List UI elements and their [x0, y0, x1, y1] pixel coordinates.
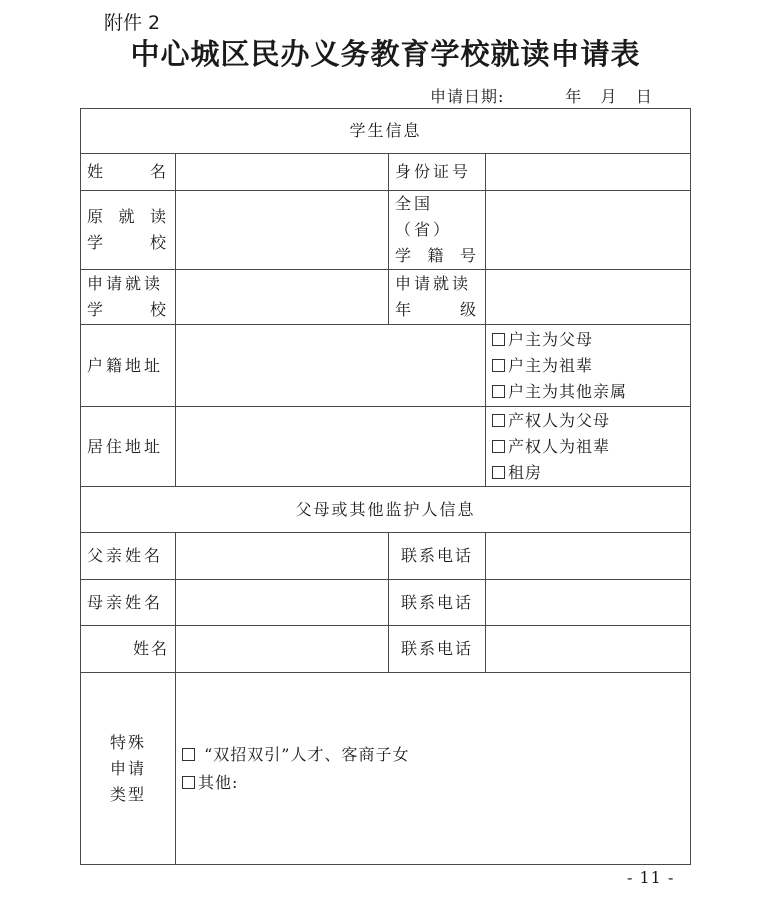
father-row — [81, 533, 691, 580]
national-registration-label: 全国（省） 学 籍 号 — [389, 191, 486, 270]
guardian-info-section-row — [81, 487, 691, 533]
id-number-field[interactable] — [486, 154, 691, 191]
checkbox-icon — [492, 414, 505, 427]
residence-option[interactable]: 产权人为祖辈 — [492, 434, 684, 460]
household-option[interactable]: 户主为祖辈 — [492, 353, 684, 379]
household-address-field[interactable] — [176, 325, 486, 407]
guardian-phone-field[interactable] — [486, 626, 691, 673]
id-number-label: 身份证号 — [389, 154, 486, 191]
residence-address-field[interactable] — [176, 407, 486, 487]
household-address-label: 户籍地址 — [81, 325, 176, 407]
household-option[interactable]: 户主为其他亲属 — [492, 379, 684, 405]
residence-address-label: 居住地址 — [81, 407, 176, 487]
page-number: - 11 - — [627, 868, 675, 887]
application-form-table — [80, 108, 691, 865]
guardian-name-label: 姓名 — [81, 626, 176, 673]
residence-option[interactable]: 租房 — [492, 460, 684, 486]
special-type-row — [81, 673, 691, 865]
guardian-name-field[interactable] — [176, 626, 389, 673]
special-type-options — [176, 673, 691, 865]
apply-date-month: 月 — [600, 87, 618, 106]
apply-grade-label: 申请就读 年 级 — [389, 270, 486, 325]
household-options — [486, 325, 691, 407]
residence-address-row — [81, 407, 691, 487]
original-school-field[interactable] — [176, 191, 389, 270]
residence-option[interactable]: 产权人为父母 — [492, 408, 684, 434]
original-school-label: 原 就 读 学 校 — [81, 191, 176, 270]
attachment-label: 附件 2 — [104, 12, 161, 34]
mother-phone-label: 联系电话 — [389, 580, 486, 626]
apply-date-label: 申请日期: — [430, 87, 505, 106]
household-address-row — [81, 325, 691, 407]
student-info-header: 学生信息 — [81, 109, 691, 154]
guardian-info-header: 父母或其他监护人信息 — [81, 487, 691, 533]
apply-date — [430, 84, 653, 107]
apply-school-row — [81, 270, 691, 325]
father-name-label: 父亲姓名 — [81, 533, 176, 580]
mother-name-label: 母亲姓名 — [81, 580, 176, 626]
apply-date-year: 年 — [565, 87, 583, 106]
checkbox-icon — [492, 466, 505, 479]
apply-school-field[interactable] — [176, 270, 389, 325]
checkbox-icon — [492, 333, 505, 346]
special-type-label: 特殊 申请 类型 — [81, 673, 176, 865]
apply-school-label: 申请就读 学 校 — [81, 270, 176, 325]
checkbox-icon — [492, 385, 505, 398]
original-school-row — [81, 191, 691, 270]
special-option-talent[interactable]: “双招双引”人才、客商子女 — [182, 741, 684, 769]
page-title: 中心城区民办义务教育学校就读申请表 — [130, 37, 641, 71]
checkbox-icon — [182, 748, 195, 761]
guardian-row — [81, 626, 691, 673]
mother-name-field[interactable] — [176, 580, 389, 626]
father-phone-field[interactable] — [486, 533, 691, 580]
checkbox-icon — [182, 776, 195, 789]
residence-options — [486, 407, 691, 487]
apply-grade-field[interactable] — [486, 270, 691, 325]
apply-date-day: 日 — [635, 87, 653, 106]
checkbox-icon — [492, 359, 505, 372]
special-option-other[interactable]: 其他: — [182, 769, 684, 797]
name-field[interactable] — [176, 154, 389, 191]
household-option[interactable]: 户主为父母 — [492, 327, 684, 353]
mother-phone-field[interactable] — [486, 580, 691, 626]
name-row — [81, 154, 691, 191]
guardian-phone-label: 联系电话 — [389, 626, 486, 673]
national-registration-field[interactable] — [486, 191, 691, 270]
father-phone-label: 联系电话 — [389, 533, 486, 580]
student-info-section-row — [81, 109, 691, 154]
father-name-field[interactable] — [176, 533, 389, 580]
checkbox-icon — [492, 440, 505, 453]
mother-row — [81, 580, 691, 626]
name-label: 姓 名 — [81, 154, 176, 191]
